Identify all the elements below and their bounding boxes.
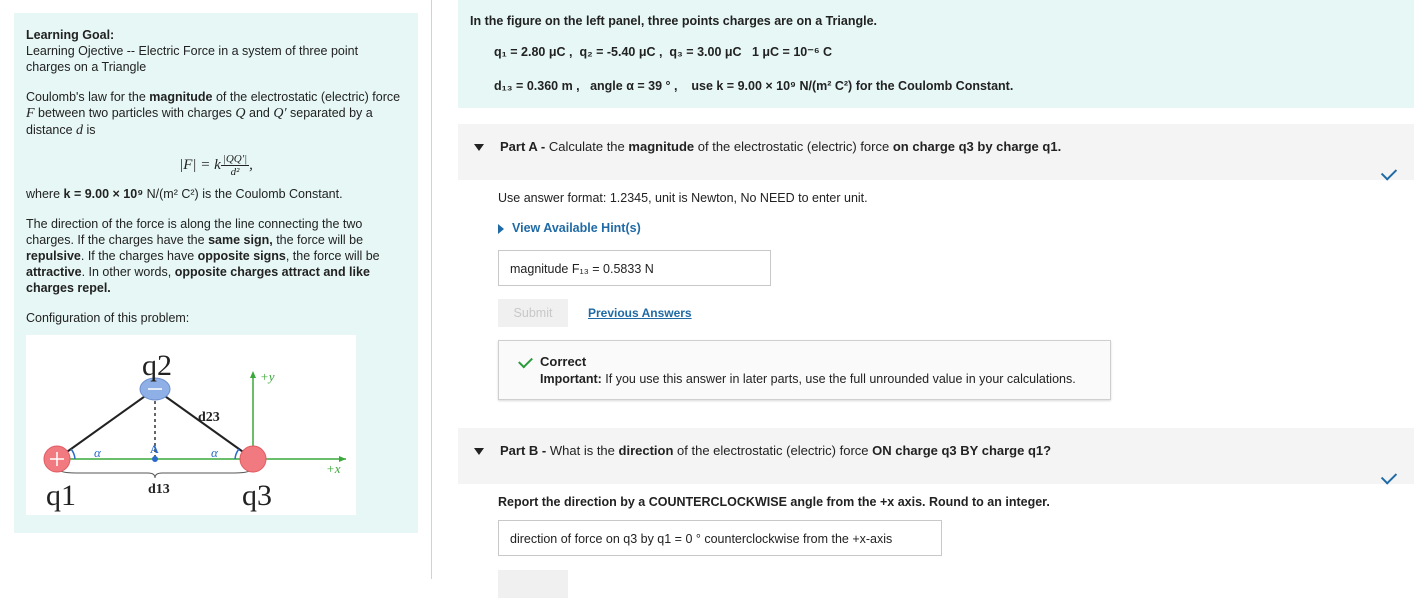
dir-2: the force will be — [276, 233, 364, 247]
label-q1: q1 — [46, 479, 76, 512]
coulomb-constant-text — [26, 186, 406, 202]
formula-den: d² — [230, 166, 240, 178]
completed-check-icon — [1381, 468, 1397, 484]
part-b-question: Report the direction by a COUNTERCLOCKWISE angle from the +x axis. Round to an integer. — [498, 495, 1050, 509]
part-b-b2: ON charge q3 BY charge q1? — [872, 443, 1052, 458]
part-a-b1: magnitude — [628, 139, 695, 154]
label-a: A — [150, 442, 159, 456]
feedback-message: If you use this answer in later parts, use the full unrounded value in your calculations. — [605, 372, 1076, 386]
law-mid: of the electrostatic (electric) force — [215, 90, 401, 104]
config-label: Configuration of this problem: — [26, 311, 190, 325]
label-q3: q3 — [242, 479, 272, 512]
hint-triangle-icon — [498, 224, 504, 234]
law-bold: magnitude — [149, 90, 213, 104]
learning-goal-text: Learning Ojective -- Electric Force in a system of three point charges on a Triangle — [26, 44, 359, 74]
part-b-t1: What is the — [549, 443, 615, 458]
alpha-arc-left — [71, 449, 75, 459]
coulomb-constant: use k = 9.00 × 10⁹ N/(m² C²) for the Coulomb Constant. — [691, 79, 1014, 93]
unit-conversion: 1 μC = 10⁻⁶ C — [751, 45, 833, 59]
distance-d13: d₁₃ = 0.360 m , — [494, 79, 580, 93]
problem-panel — [432, 0, 1419, 579]
law-is: is — [86, 123, 96, 137]
dir-same: same sign, — [208, 233, 273, 247]
label-alpha-left: α — [94, 445, 101, 460]
part-a-header[interactable] — [458, 124, 1414, 180]
view-hints-link[interactable] — [498, 221, 641, 235]
constant-post: is the Coulomb Constant. — [202, 187, 343, 201]
constant-unit: N/(m² C²) — [146, 187, 199, 201]
learning-goal-title: Learning Goal: — [26, 28, 115, 42]
law-and: and — [249, 106, 270, 120]
alpha-arc-right — [235, 449, 239, 459]
part-b-title — [500, 443, 1051, 458]
charge-q2-value: q₂ = -5.40 μC , — [579, 45, 663, 59]
part-b-answer-box[interactable] — [498, 520, 942, 556]
law-f: F — [26, 106, 35, 121]
correct-check-icon — [518, 354, 533, 369]
submit-button[interactable]: Submit — [498, 299, 568, 327]
hint-label: View Available Hint(s) — [512, 221, 641, 235]
answer-format: Use answer format: 1.2345, unit is Newton, No NEED to enter unit. — [498, 191, 868, 205]
part-a-prefix: Part A - — [500, 139, 546, 154]
dir-final: opposite charges attract and like charges repel. — [26, 265, 370, 295]
charge-q3 — [240, 446, 266, 472]
constant-bold: k = 9.00 × 10⁹ — [63, 187, 144, 201]
problem-intro: In the figure on the left panel, three points charges are on a Triangle. — [470, 14, 878, 28]
d13-brace — [57, 467, 253, 478]
constant-pre: where — [26, 187, 61, 201]
part-a-t1: Calculate the — [548, 139, 625, 154]
part-a-answer-text: magnitude F₁₃ = 0.5833 N — [510, 262, 654, 276]
completed-check-icon — [1381, 164, 1397, 180]
part-a-t2: of the electrostatic (electric) force — [697, 139, 890, 154]
formula-num: |QQ′| — [222, 153, 248, 165]
law-between: between two particles with charges — [38, 106, 232, 120]
part-b-b1: direction — [618, 443, 674, 458]
law-qp: Q′ — [273, 106, 287, 121]
part-b-t2: of the electrostatic (electric) force — [677, 443, 869, 458]
part-a-answer-box[interactable] — [498, 250, 771, 286]
formula-lhs: |F| = k — [179, 156, 221, 173]
dir-attr: attractive — [26, 265, 82, 279]
coulomb-law-text — [26, 89, 406, 139]
label-q2: q2 — [142, 349, 172, 382]
dir-4: , the force will be — [285, 249, 380, 263]
side-q1-q2 — [57, 389, 155, 459]
problem-charges — [494, 44, 832, 59]
law-intro: Coulomb's law for the — [26, 90, 146, 104]
part-a-b2: on charge q3 by charge q1. — [892, 139, 1062, 154]
triangle-diagram — [26, 335, 356, 515]
label-plus-y: +y — [260, 369, 275, 384]
part-b-answer-text: direction of force on q3 by q1 = 0 ° counterclockwise from the +x-axis — [510, 532, 893, 546]
previous-answers-link[interactable]: Previous Answers — [588, 306, 692, 320]
label-d23: d23 — [198, 410, 220, 425]
part-b-prefix: Part B - — [500, 443, 547, 458]
problem-distance — [494, 79, 1013, 93]
charge-q1-value: q₁ = 2.80 μC , — [494, 45, 573, 59]
law-d: d — [76, 123, 84, 138]
problem-statement — [458, 0, 1414, 108]
law-q: Q — [235, 106, 246, 121]
part-b-header[interactable] — [458, 428, 1414, 484]
y-axis-arrow — [250, 371, 256, 378]
part-a-title — [500, 139, 1061, 154]
direction-text — [26, 216, 406, 296]
law-sep: separated by a distance — [26, 106, 373, 137]
point-a — [152, 456, 158, 462]
label-alpha-right: α — [211, 445, 218, 460]
coulomb-formula — [26, 153, 406, 178]
submit-button-b[interactable] — [498, 570, 568, 598]
dir-1: The direction of the force is along the line connecting the two charges. If the charges have the — [26, 217, 363, 247]
collapse-triangle-icon[interactable] — [474, 448, 484, 455]
learning-goal-panel — [14, 13, 418, 533]
feedback-box — [498, 340, 1111, 400]
formula-end: , — [249, 156, 253, 173]
dir-5: . In other words, — [81, 265, 172, 279]
label-d13: d13 — [148, 482, 170, 497]
feedback-text — [540, 372, 1076, 386]
collapse-triangle-icon[interactable] — [474, 144, 484, 151]
angle-alpha: angle α = 39 ° , — [590, 79, 678, 93]
feedback-title: Correct — [540, 354, 587, 369]
dir-opp: opposite signs — [197, 249, 286, 263]
dir-3: . If the charges have — [80, 249, 195, 263]
dir-rep: repulsive — [26, 249, 81, 263]
feedback-bold: Important: — [540, 372, 602, 386]
label-plus-x: +x — [326, 461, 341, 476]
charge-q3-value: q₃ = 3.00 μC — [669, 45, 742, 59]
